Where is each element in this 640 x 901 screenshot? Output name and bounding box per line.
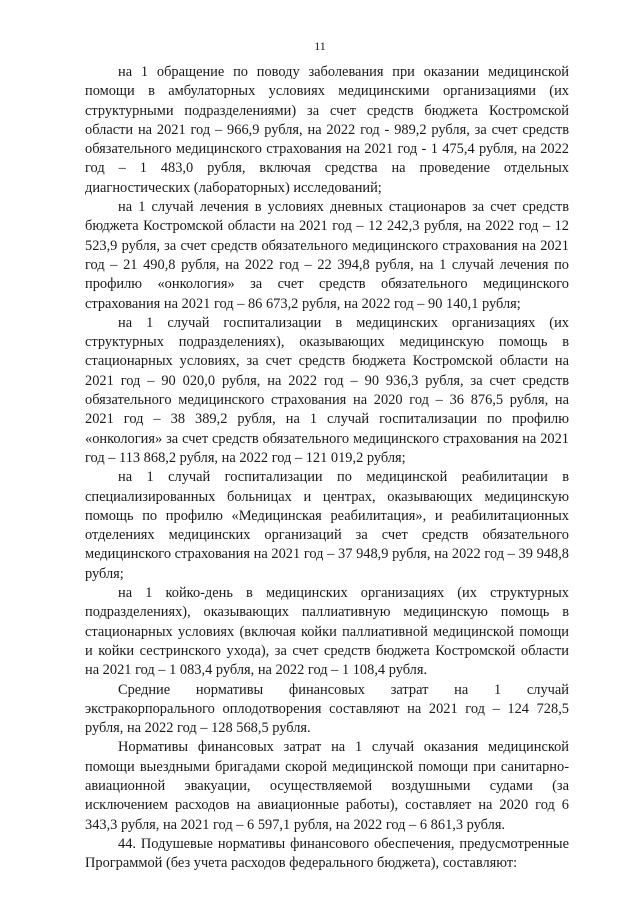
paragraph-ivf-cost: Средние нормативы финансовых затрат на 1 случай экстракорпорального оплодотворения составляют на 2021 год – 124 728,5 рубля, на 2022 год – 128 568,5 рубля.: [85, 681, 569, 737]
paragraph-rehabilitation-cost: на 1 случай госпитализации по медицинской реабилитации в специализированных больницах и центрах, оказывающих медицинскую помощь по профилю «Медицинская реабилитация», и реабилитационных отделениях медицинских организаций за счет средств обязательного медицинского страхования на 2021 год – 37 948,9 рубля, на 2022 год – 39 948,8 рубля;: [85, 469, 569, 582]
paragraph-outpatient-visit-cost: на 1 обращение по поводу заболевания при оказании медицинской помощи в амбулаторных условиях медицинскими организациями (их структурными подразделениями) за счет средств бюджета Костромской области на 2021 год – 966,9 рубля, на 2022 год - 989,2 рубля, за счет средств обязательного медицинского страхования на 2021 год - 1 475,4 рубля, на 2022 год – 1 483,0 рубля, включая средства на проведение отдельных диагностических (лабораторных) исследований;: [85, 64, 569, 196]
paragraph-hospitalization-cost: на 1 случай госпитализации в медицинских организациях (их структурных подразделениях), оказывающих медицинскую помощь в стационарных условиях, за счет средств бюджета Костромской области на 2021 год – 90 020,0 рубля, на 2022 год – 90 936,3 рубля, за счет средств обязательного медицинского страхования на 2020 год – 36 876,5 рубля, на 2021 год – 38 389,2 рубля, на 1 случай госпитализации по профилю «онкология» за счет средств обязательного медицинского страхования на 2021 год – 113 868,2 рубля, на 2022 год – 121 019,2 рубля;: [85, 314, 569, 466]
page-number: 11: [314, 39, 326, 53]
document-body: [85, 63, 569, 873]
paragraph-day-hospital-cost: на 1 случай лечения в условиях дневных стационаров за счет средств бюджета Костромской области на 2021 год – 12 242,3 рубля, на 2022 год – 12 523,9 рубля, за счет средств обязательного медицинского страхования на 2021 год – 21 490,8 рубля, на 2022 год – 22 394,8 рубля, на 1 случай лечения по профилю «онкология» за счет средств обязательного медицинского страхования на 2021 год – 86 673,2 рубля, на 2022 год – 90 140,1 рубля;: [85, 199, 569, 312]
paragraph-per-capita-standards: 44. Подушевые нормативы финансового обеспечения, предусмотренные Программой (без учета расходов федерального бюджета), составляют:: [85, 835, 569, 872]
paragraph-air-ambulance-cost: Нормативы финансовых затрат на 1 случай оказания медицинской помощи выездными бригадами скорой медицинской помощи при санитарно-авиационной эвакуации, осуществляемой воздушными судами (за исключением расходов на авиационные работы), составляет на 2020 год 6 343,3 рубля, на 2021 год – 6 597,1 рубля, на 2022 год – 6 861,3 рубля.: [85, 739, 569, 833]
paragraph-palliative-bed-day-cost: на 1 койко-день в медицинских организациях (их структурных подразделениях), оказывающих паллиативную медицинскую помощь в стационарных условиях (включая койки паллиативной медицинской помощи и койки сестринского ухода), за счет средств бюджета Костромской области на 2021 год – 1 083,4 рубля, на 2022 год – 1 108,4 рубля.: [85, 585, 569, 679]
